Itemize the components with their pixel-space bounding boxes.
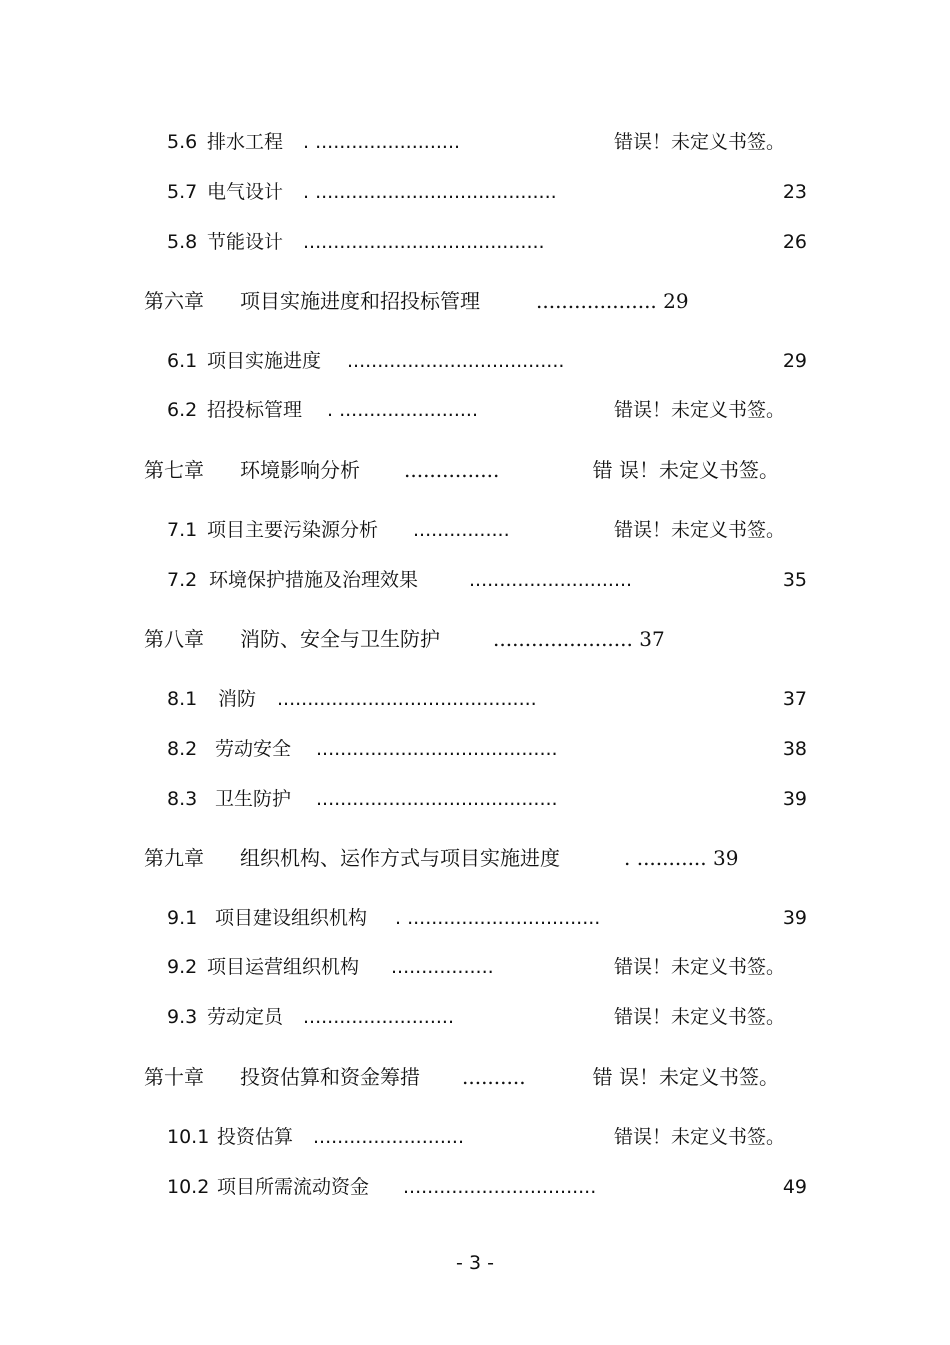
toc-entry-leader: ................ xyxy=(413,519,510,541)
toc-entry-number: 6.2 xyxy=(167,399,198,421)
toc-entry-leader: . ................................ xyxy=(395,907,601,929)
toc-entry-title: 投资估算 xyxy=(217,1126,294,1148)
toc-entry[interactable] xyxy=(167,515,807,545)
toc-entry-number: 9.1 xyxy=(167,907,198,929)
toc-entry[interactable] xyxy=(167,127,807,157)
toc-entry-number: 5.7 xyxy=(167,181,198,203)
toc-entry-page: 37 xyxy=(782,688,807,710)
toc-entry-page: 39 xyxy=(782,788,807,810)
toc-entry-leader: ................................ xyxy=(403,1176,597,1198)
toc-entry-title: 消防 xyxy=(218,688,257,710)
toc-chapter-title: 投资估算和资金筹措 xyxy=(240,1065,420,1089)
toc-entry[interactable] xyxy=(167,395,807,425)
toc-chapter-number: 第八章 xyxy=(144,627,204,651)
toc-chapter-title: 组织机构、运作方式与项目实施进度 xyxy=(240,846,560,870)
toc-entry[interactable] xyxy=(167,734,807,764)
toc-entry[interactable] xyxy=(167,684,807,714)
toc-entry-leader: ........................................ xyxy=(316,738,558,760)
toc-entry-number: 6.1 xyxy=(167,350,198,372)
toc-chapter-leader: ............... xyxy=(404,458,500,482)
toc-entry-number: 8.3 xyxy=(167,788,198,810)
toc-chapter-leader: . ........... 39 xyxy=(624,846,739,870)
toc-entry[interactable] xyxy=(167,1122,807,1152)
toc-chapter-title: 项目实施进度和招投标管理 xyxy=(240,289,480,313)
toc-chapter-number: 第九章 xyxy=(144,846,204,870)
toc-entry-page: 29 xyxy=(782,350,807,372)
toc-entry[interactable] xyxy=(167,346,807,376)
toc-entry[interactable] xyxy=(167,565,807,595)
toc-entry[interactable] xyxy=(167,952,807,982)
toc-entry-page: 23 xyxy=(782,181,807,203)
toc-chapter-number: 第七章 xyxy=(144,458,204,482)
toc-entry-leader: .................................... xyxy=(347,350,565,372)
toc-chapter-number: 第六章 xyxy=(144,289,204,313)
toc-entry-leader: ........................................ xyxy=(303,231,545,253)
toc-entry-number: 9.3 xyxy=(167,1006,198,1028)
toc-entry-number: 7.2 xyxy=(167,569,198,591)
toc-chapter[interactable] xyxy=(144,455,807,485)
toc-entry-title: 项目所需流动资金 xyxy=(217,1176,370,1198)
toc-entry-leader: ........................... xyxy=(469,569,633,591)
toc-entry-title: 招投标管理 xyxy=(207,399,303,421)
toc-entry-leader: . ........................................ xyxy=(303,181,557,203)
toc-chapter-page: 错 误！未定义书签。 xyxy=(592,1065,779,1089)
toc-entry-page: 错误！未定义书签。 xyxy=(613,399,785,421)
toc-entry-number: 8.2 xyxy=(167,738,198,760)
toc-entry-number: 9.2 xyxy=(167,956,198,978)
toc-entry-title: 项目实施进度 xyxy=(207,350,322,372)
toc-chapter-title: 环境影响分析 xyxy=(240,458,360,482)
toc-chapter-number: 第十章 xyxy=(144,1065,204,1089)
toc-entry-title: 项目运营组织机构 xyxy=(207,956,360,978)
toc-entry-page: 错误！未定义书签。 xyxy=(613,956,785,978)
toc-entry-leader: ................. xyxy=(391,956,494,978)
toc-entry-page: 错误！未定义书签。 xyxy=(613,131,785,153)
toc-chapter[interactable] xyxy=(144,843,807,873)
toc-entry-leader: ........................................ xyxy=(316,788,558,810)
toc-entry-page: 39 xyxy=(782,907,807,929)
toc-chapter[interactable] xyxy=(144,624,807,654)
toc-entry-page: 35 xyxy=(782,569,807,591)
toc-entry-number: 10.2 xyxy=(167,1176,210,1198)
toc-entry-page: 错误！未定义书签。 xyxy=(613,519,785,541)
toc-entry-title: 劳动安全 xyxy=(215,738,292,760)
toc-entry[interactable] xyxy=(167,784,807,814)
toc-chapter-page: 错 误！未定义书签。 xyxy=(592,458,779,482)
toc-entry-number: 10.1 xyxy=(167,1126,210,1148)
toc-entry-page: 错误！未定义书签。 xyxy=(613,1126,785,1148)
toc-entry[interactable] xyxy=(167,177,807,207)
toc-entry-title: 项目主要污染源分析 xyxy=(207,519,379,541)
toc-entry-page: 38 xyxy=(782,738,807,760)
page-number: - 3 - xyxy=(456,1252,494,1274)
toc-entry-page: 错误！未定义书签。 xyxy=(613,1006,785,1028)
toc-chapter-title: 消防、安全与卫生防护 xyxy=(240,627,440,651)
toc-chapter-leader: ...................... 37 xyxy=(493,627,665,651)
toc-entry-title: 排水工程 xyxy=(207,131,284,153)
toc-entry[interactable] xyxy=(167,1002,807,1032)
toc-entry-title: 劳动定员 xyxy=(207,1006,284,1028)
toc-chapter[interactable] xyxy=(144,1062,807,1092)
toc-entry[interactable] xyxy=(167,227,807,257)
toc-entry-title: 电气设计 xyxy=(207,181,284,203)
toc-entry-leader: . ....................... xyxy=(327,399,478,421)
toc-entry-leader: ........................................... xyxy=(277,688,537,710)
toc-entry-title: 卫生防护 xyxy=(215,788,292,810)
toc-entry-number: 5.6 xyxy=(167,131,198,153)
toc-chapter-leader: ................... 29 xyxy=(536,289,689,313)
toc-entry-number: 8.1 xyxy=(167,688,198,710)
toc-entry[interactable] xyxy=(167,1172,807,1202)
toc-entry-title: 节能设计 xyxy=(207,231,284,253)
toc-entry-number: 7.1 xyxy=(167,519,198,541)
toc-entry-page: 49 xyxy=(782,1176,807,1198)
toc-entry-title: 环境保护措施及治理效果 xyxy=(209,569,419,591)
toc-chapter[interactable] xyxy=(144,286,807,316)
toc-entry-title: 项目建设组织机构 xyxy=(215,907,368,929)
toc-chapter-leader: .......... xyxy=(462,1065,526,1089)
toc-entry-number: 5.8 xyxy=(167,231,198,253)
toc-entry-leader: ......................... xyxy=(313,1126,464,1148)
toc-entry[interactable] xyxy=(167,903,807,933)
toc-entry-leader: ......................... xyxy=(303,1006,454,1028)
toc-entry-leader: . ........................ xyxy=(303,131,461,153)
toc-entry-page: 26 xyxy=(782,231,807,253)
